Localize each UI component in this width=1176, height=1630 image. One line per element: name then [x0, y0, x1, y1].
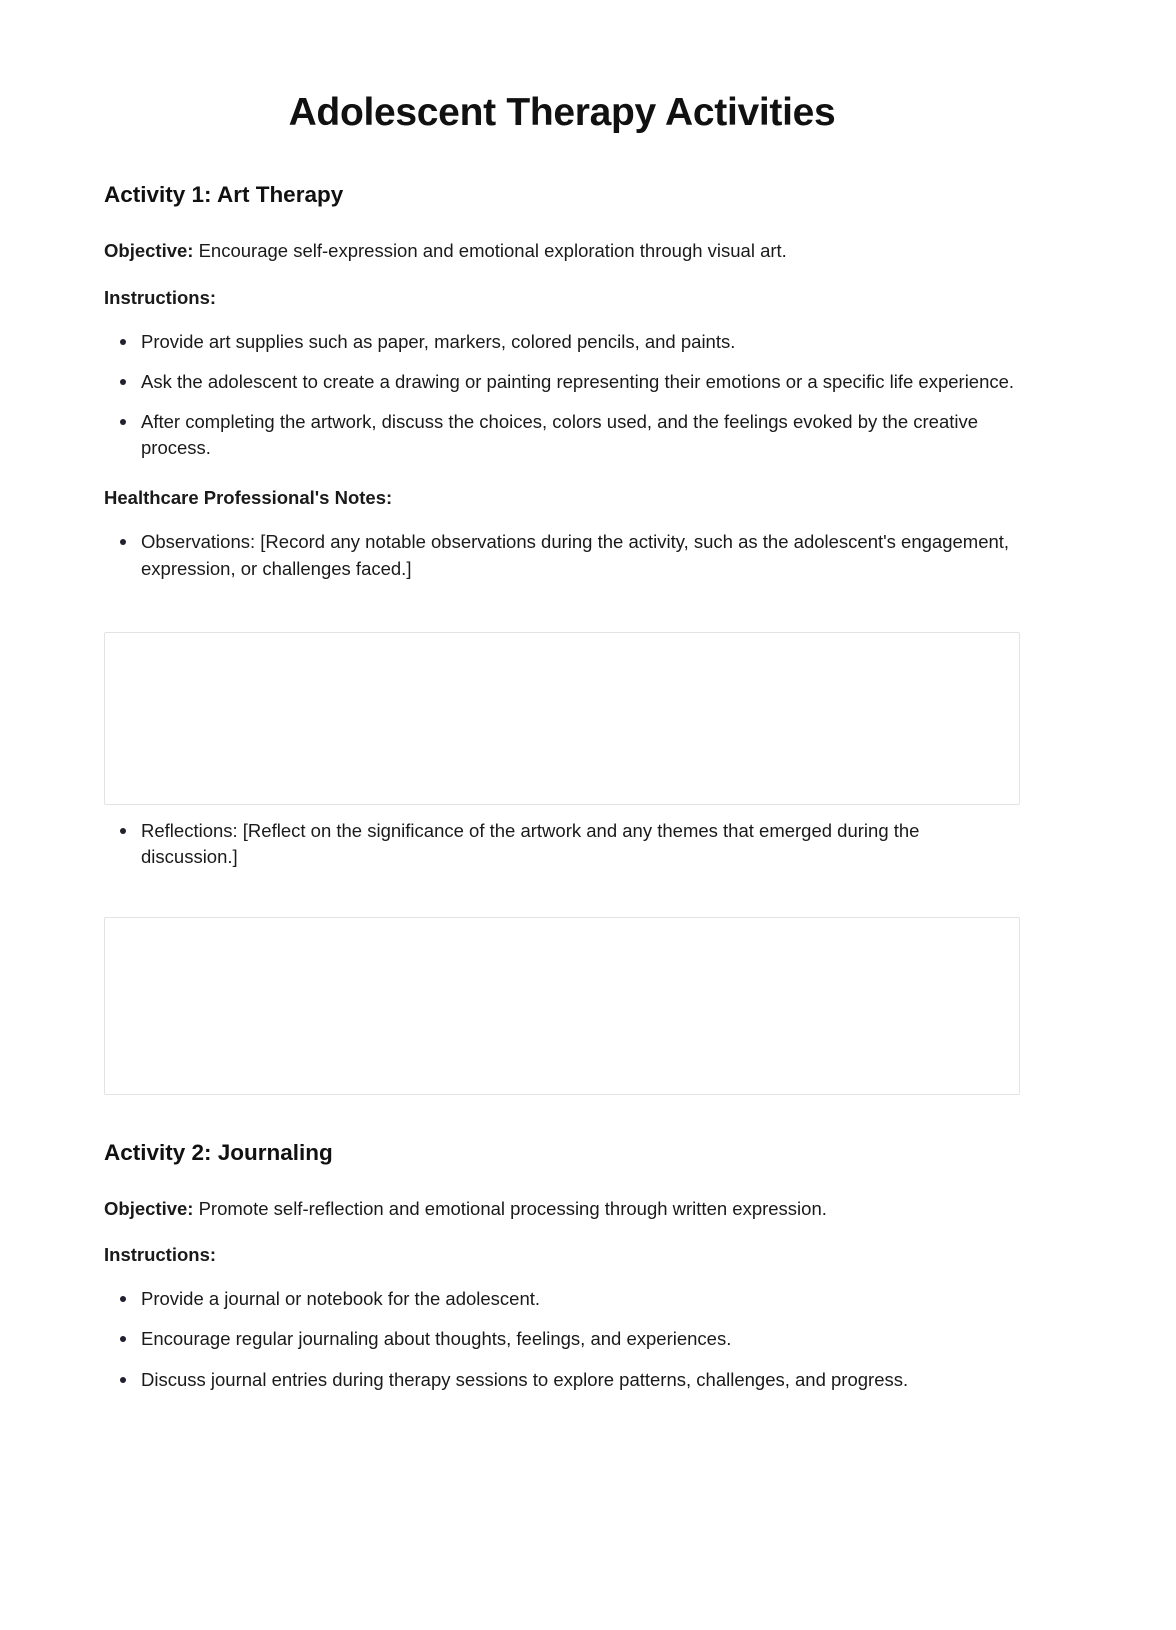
- list-item: [104, 818, 1020, 871]
- activity-1-instructions-list: [104, 312, 1020, 462]
- activity-1-objective-label: Objective:: [104, 240, 194, 262]
- activity-1-heading: Activity 1: Art Therapy: [104, 181, 344, 207]
- bullet-icon: [120, 1377, 126, 1383]
- activity-1-observations-list: [104, 511, 1020, 582]
- bullet-icon: [120, 1336, 126, 1342]
- reflections-prompt-text: Reflections: [Reflect on the significance of the artwork and any themes that emerged during the discussion.]: [141, 819, 920, 868]
- activity-1-notes-label-text: Healthcare Professional's Notes:: [104, 486, 393, 508]
- activity-2-instructions-label-text: Instructions:: [104, 1244, 217, 1266]
- activity-2-objective-label: Objective:: [104, 1197, 194, 1219]
- list-item-text: Provide a journal or notebook for the adolescent.: [141, 1288, 541, 1310]
- activity-1-objective: [104, 209, 1020, 265]
- bullet-icon: [120, 1296, 126, 1302]
- bullet-icon: [120, 828, 126, 834]
- list-item-text: Discuss journal entries during therapy sessions to explore patterns, challenges, and progress.: [141, 1368, 909, 1390]
- page-title: Adolescent Therapy Activities: [288, 91, 836, 134]
- activity-2-instructions-label: [104, 1222, 1020, 1269]
- activity-1-instructions-label: [104, 265, 1020, 312]
- list-item: [104, 409, 1020, 462]
- list-item: [104, 1367, 1020, 1393]
- bullet-icon: [120, 419, 126, 425]
- activity-1-reflections-list: [104, 805, 1020, 871]
- observations-input-box[interactable]: [104, 632, 1020, 805]
- bullet-icon: [120, 539, 126, 545]
- list-item: [104, 369, 1020, 395]
- document-content: [104, 0, 1020, 1393]
- activity-2-instructions-list: [104, 1269, 1020, 1393]
- list-item: [104, 1326, 1020, 1352]
- activity-2-heading: Activity 2: Journaling: [104, 1140, 333, 1166]
- list-item: [104, 529, 1020, 582]
- activity-2-objective: [104, 1168, 1020, 1223]
- activity-1-instructions-label-text: Instructions:: [104, 286, 217, 308]
- list-item-text: Ask the adolescent to create a drawing or painting representing their emotions or a specific life experience.: [141, 370, 1015, 392]
- reflections-input-box[interactable]: [104, 917, 1020, 1095]
- activity-1-objective-text: Encourage self-expression and emotional exploration through visual art.: [193, 240, 787, 262]
- activity-2-objective-text: Promote self-reflection and emotional processing through written expression.: [193, 1197, 827, 1219]
- bullet-icon: [120, 379, 126, 385]
- bullet-icon: [120, 339, 126, 345]
- list-item-text: Encourage regular journaling about thoughts, feelings, and experiences.: [141, 1328, 732, 1350]
- list-item: [104, 1286, 1020, 1312]
- observations-prompt-text: Observations: [Record any notable observations during the activity, such as the adolescent's engagement, expression, or challenges faced.]: [141, 531, 1010, 579]
- list-item-text: Provide art supplies such as paper, markers, colored pencils, and paints.: [141, 330, 736, 352]
- activity-1-notes-label: [104, 462, 1020, 512]
- list-item-text: After completing the artwork, discuss the choices, colors used, and the feelings evoked by the creative process.: [141, 411, 979, 459]
- list-item: [104, 329, 1020, 355]
